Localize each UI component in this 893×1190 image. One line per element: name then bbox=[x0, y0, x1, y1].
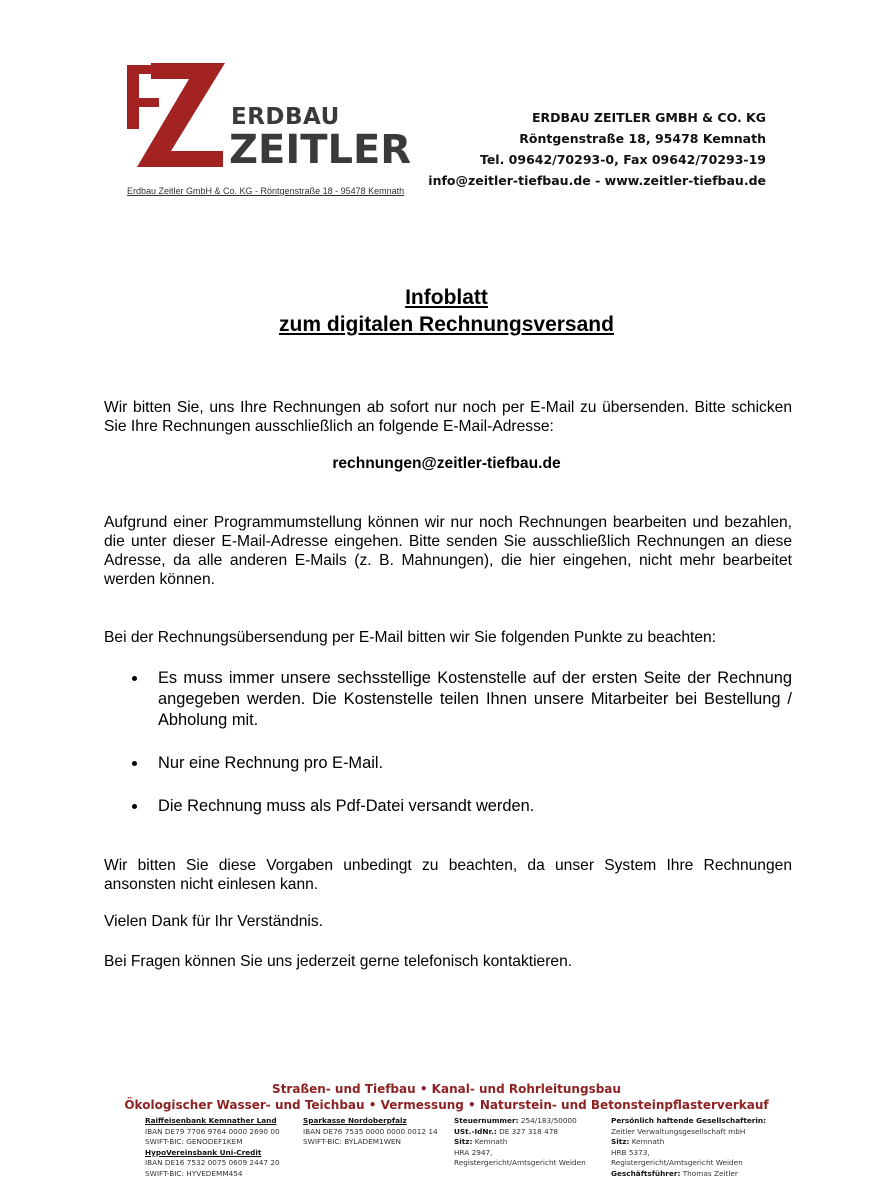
list-item: Nur eine Rechnung pro E-Mail. bbox=[104, 753, 792, 774]
company-contact-block bbox=[428, 107, 766, 191]
footer-partner-column: Persönlich haftende Gesellschafterin: Zeitler Verwaltungsgesellschaft mbH Sitz: Kemnath HRB 5373, Registergericht/Amtsgericht Weiden Geschäftsführer: Thomas Zeitler bbox=[611, 1116, 766, 1178]
company-logo-ez bbox=[127, 63, 225, 167]
invoice-email-address: rechnungen@zeitler-tiefbau.de bbox=[332, 455, 561, 472]
bullet-icon bbox=[132, 804, 137, 809]
list-item: Die Rechnung muss als Pdf-Datei versandt werden. bbox=[104, 796, 792, 817]
paragraph-thanks: Vielen Dank für Ihr Verständnis. bbox=[104, 913, 324, 930]
bullet-icon bbox=[132, 761, 137, 766]
logo-text-zeitler: ZEITLER bbox=[229, 127, 412, 173]
footer-legal-column: Steuernummer: 254/183/50000 USt.-IdNr.: DE 327 318 478 Sitz: Kemnath HRA 2947, Registergericht/Amtsgericht Weiden bbox=[454, 1116, 586, 1168]
paragraph-intro: Wir bitten Sie, uns Ihre Rechnungen ab sofort nur noch per E-Mail zu übersenden. Bitte schicken Sie Ihre Rechnungen ausschließlich an folgende E-Mail-Adresse: bbox=[104, 399, 792, 435]
footer-bank-column-2: Sparkasse Nordoberpfalz IBAN DE76 7535 0000 0000 0012 14 SWIFT-BIC: BYLADEM1WEN bbox=[303, 1116, 438, 1147]
paragraph-contact: Bei Fragen können Sie uns jederzeit gerne telefonisch kontaktieren. bbox=[104, 953, 573, 970]
logo-text-erdbau: ERDBAU bbox=[231, 104, 340, 130]
footer-services-line1: Straßen- und Tiefbau • Kanal- und Rohrleitungsbau bbox=[272, 1082, 621, 1096]
list-item: Es muss immer unsere sechsstellige Kostenstelle auf der ersten Seite der Rechnung angegeben werden. Die Kostenstelle teilen Ihnen unsere Mitarbeiter bei Bestellung / Abholung mit. bbox=[104, 668, 792, 731]
company-street: Röntgenstraße 18, 95478 Kemnath bbox=[519, 131, 766, 146]
paragraph-reason: Aufgrund einer Programmumstellung können wir nur noch Rechnungen bearbeiten und bezahlen, die unter dieser E-Mail-Adresse eingehen. Bitte senden Sie ausschließlich Rechnungen an diese Adresse, da alle anderen E-Mails (z. B. Mahnungen), die hier eingehen, nicht mehr bearbeitet werden können. bbox=[104, 514, 792, 588]
paragraph-compliance: Wir bitten Sie diese Vorgaben unbedingt zu beachten, da unser System Ihre Rechnungen ansonsten nicht einlesen kann. bbox=[104, 857, 792, 893]
requirements-list bbox=[104, 668, 792, 817]
paragraph-notes-intro: Bei der Rechnungsübersendung per E-Mail bitten wir Sie folgenden Punkte zu beachten: bbox=[104, 629, 717, 646]
sender-address-line: Erdbau Zeitler GmbH & Co. KG - Röntgenstraße 18 - 95478 Kemnath bbox=[127, 186, 405, 196]
company-email-web: info@zeitler-tiefbau.de - www.zeitler-tiefbau.de bbox=[428, 173, 766, 188]
bullet-icon bbox=[132, 676, 137, 681]
company-name: ERDBAU ZEITLER GMBH & CO. KG bbox=[532, 110, 766, 125]
document-title: Infoblatt bbox=[405, 286, 488, 309]
company-phone: Tel. 09642/70293-0, Fax 09642/70293-19 bbox=[479, 152, 766, 167]
footer-services-line2: Ökologischer Wasser- und Teichbau • Vermessung • Naturstein- und Betonsteinpflasterverkauf bbox=[124, 1098, 769, 1112]
document-subtitle: zum digitalen Rechnungsversand bbox=[279, 313, 614, 336]
footer-bank-column-1: Raiffeisenbank Kemnather Land IBAN DE79 7706 9764 0000 2690 00 SWIFT-BIC: GENODEF1KEM HypoVereinsbank Uni-Credit IBAN DE16 7532 0075 0609 2447 20 SWIFT-BIC: HYVEDEMM454 bbox=[145, 1116, 280, 1178]
